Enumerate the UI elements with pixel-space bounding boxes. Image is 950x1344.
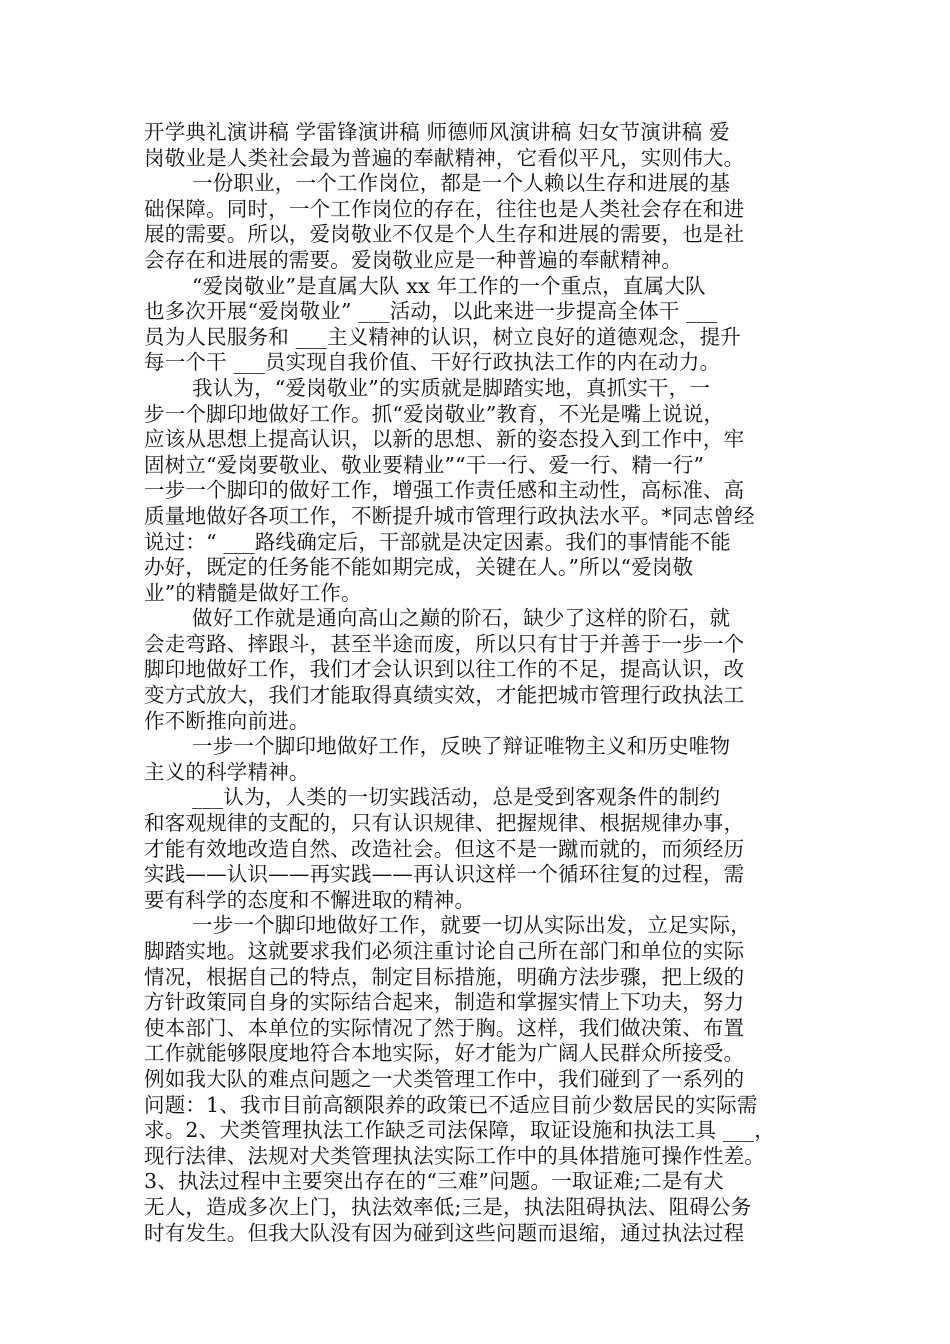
text-line: 主义的科学精神。 bbox=[144, 759, 310, 784]
text-line: 办好，既定的任务能不能如期完成，关键在人。”所以“爱岗敬 bbox=[144, 555, 694, 580]
text-line: 应该从思想上提高认识，以新的思想、新的姿态投入到工作中，牢 bbox=[144, 427, 745, 452]
text-line: ___认为，人类的一切实践活动，总是受到客观条件的制约 bbox=[192, 785, 721, 810]
text-line: 情况，根据自己的特点，制定目标措施，明确方法步骤，把上级的 bbox=[144, 964, 745, 989]
text-line: 现行法律、法规对犬类管理执法实际工作中的具体措施可操作性差。 bbox=[144, 1143, 765, 1168]
text-line: 一步一个脚印地做好工作，反映了辩证唯物主义和历史唯物 bbox=[192, 734, 731, 759]
text-line: 时有发生。但我大队没有因为碰到这些问题而退缩，通过执法过程 bbox=[144, 1220, 745, 1245]
text-line: “爱岗敬业”是直属大队 xx 年工作的一个重点，直属大队 bbox=[192, 273, 706, 298]
text-line: 开学典礼演讲稿 学雷锋演讲稿 师德师风演讲稿 妇女节演讲稿 爱 bbox=[144, 120, 730, 144]
text-line: 方针政策同自身的实际结合起来，制造和掌握实情上下功夫，努力 bbox=[144, 990, 745, 1015]
text-line: 变方式放大，我们才能取得真绩实效，才能把城市管理行政执法工 bbox=[144, 683, 745, 708]
text-line: 无人，造成多次上门，执法效率低;三是，执法阻碍执法、阻碍公务 bbox=[144, 1194, 752, 1219]
text-line: 我认为，“爱岗敬业”的实质就是脚踏实地，真抓实干，一 bbox=[192, 375, 711, 400]
text-line: 脚踏实地。这就要求我们必须注重讨论自己所在部门和单位的实际 bbox=[144, 939, 745, 963]
paragraph bbox=[144, 171, 824, 273]
text-line: 工作就能够限度地符合本地实际，好才能为广阔人民群众所接受。 bbox=[144, 1041, 745, 1066]
text-line: 质量地做好各项工作，不断提升城市管理行政执法水平。*同志曾经 bbox=[144, 503, 755, 528]
paragraph bbox=[144, 606, 824, 734]
text-line: 说过：“ ___路线确定后，干部就是决定因素。我们的事情能不能 bbox=[144, 529, 731, 554]
text-line: 一步一个脚印地做好工作，就要一切从实际出发，立足实际， bbox=[192, 913, 751, 938]
text-line: 使本部门、本单位的实际情况了然于胸。这样，我们做决策、布置 bbox=[144, 1015, 745, 1040]
paragraph bbox=[144, 785, 824, 913]
text-line: 员为人民服务和 ___主义精神的认识，树立良好的道德观念，提升 bbox=[144, 324, 741, 349]
text-line: 做好工作就是通向高山之巅的阶石，缺少了这样的阶石，就 bbox=[192, 606, 731, 631]
text-line: 业”的精髓是做好工作。 bbox=[144, 580, 362, 605]
text-line: 作不断推向前进。 bbox=[144, 708, 310, 733]
paragraph bbox=[144, 376, 824, 606]
text-line: 求。2、犬类管理执法工作缺乏司法保障，取证设施和执法工具 ___， bbox=[144, 1118, 775, 1143]
text-line: 才能有效地改造自然、改造社会。但这不是一蹴而就的，而须经历 bbox=[144, 836, 745, 861]
text-line: 要有科学的态度和不懈进取的精神。 bbox=[144, 887, 476, 912]
text-line: 脚印地做好工作，我们才会认识到以往工作的不足，提高认识，改 bbox=[144, 657, 745, 682]
text-line: 固树立“爱岗要敬业、敬业要精业”“干一行、爱一行、精一行” bbox=[144, 452, 705, 477]
document-page bbox=[144, 120, 824, 1246]
text-line: 实践——认识——再实践——再认识这样一个循环往复的过程，需 bbox=[144, 862, 745, 887]
text-line: 会存在和进展的需要。爱岗敬业应是一种普遍的奉献精神。 bbox=[144, 247, 683, 272]
text-line: 一步一个脚印的做好工作，增强工作责任感和主动性，高标准、高 bbox=[144, 478, 745, 503]
text-line: 会走弯路、摔跟斗，甚至半途而废，所以只有甘于并善于一步一个 bbox=[144, 631, 745, 656]
text-line: 3、执法过程中主要突出存在的“三难”问题。一取证难;二是有犬 bbox=[144, 1169, 724, 1194]
paragraph bbox=[144, 120, 824, 171]
paragraph bbox=[144, 274, 824, 376]
text-line: 岗敬业是人类社会最为普遍的奉献精神，它看似平凡，实则伟大。 bbox=[144, 145, 745, 170]
text-line: 步一个脚印地做好工作。抓“爱岗敬业”教育，不光是嘴上说说， bbox=[144, 401, 725, 426]
text-line: 例如我大队的难点问题之一犬类管理工作中，我们碰到了一系列的 bbox=[144, 1066, 745, 1091]
text-line: 展的需要。所以，爱岗敬业不仅是个人生存和进展的需要，也是社 bbox=[144, 222, 745, 247]
text-line: 问题：1、我市目前高额限养的政策已不适应目前少数居民的实际需 bbox=[144, 1092, 758, 1117]
text-line: 一份职业，一个工作岗位，都是一个人赖以生存和进展的基 bbox=[192, 171, 731, 196]
paragraph bbox=[144, 734, 824, 785]
text-line: 础保障。同时，一个工作岗位的存在，往往也是人类社会存在和进 bbox=[144, 196, 745, 221]
paragraph bbox=[144, 913, 824, 1246]
text-line: 每一个干 ___员实现自我价值、干好行政执法工作的内在动力。 bbox=[144, 350, 721, 375]
text-line: 也多次开展“爱岗敬业” ___活动，以此来进一步提高全体干 ___ bbox=[144, 299, 718, 324]
text-line: 和客观规律的支配的，只有认识规律、把握规律、根据规律办事， bbox=[144, 811, 745, 836]
